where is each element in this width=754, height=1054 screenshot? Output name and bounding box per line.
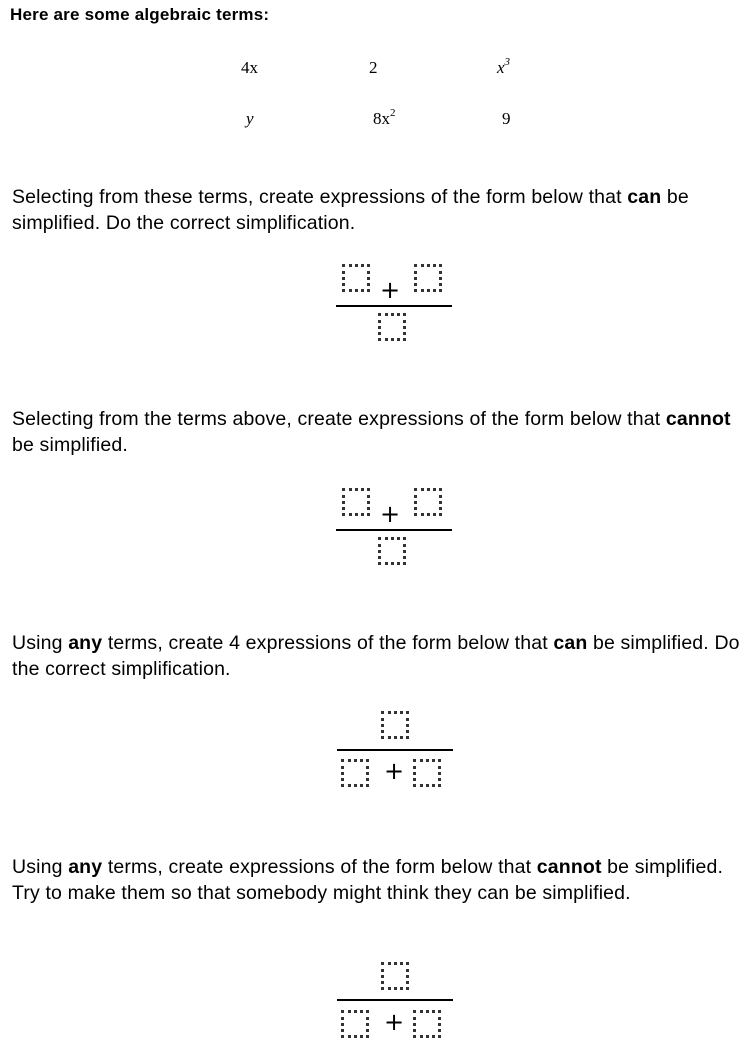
numerator-box-left <box>342 264 370 292</box>
term-x-cubed: $x^3$ <box>497 56 511 77</box>
plus-sign: + <box>380 276 401 304</box>
term-4x: 4x <box>241 58 258 77</box>
denominator-box <box>378 537 406 565</box>
numerator-box-right <box>414 488 442 516</box>
plus-sign: + <box>384 757 405 785</box>
numerator-box <box>381 711 409 739</box>
fraction-template-1 <box>336 262 452 346</box>
numerator-box-right <box>414 264 442 292</box>
fraction-bar <box>336 529 452 531</box>
instruction-3: Using any terms, create 4 expressions of the form below that can be simplified. Do the correct simplification. <box>12 632 740 680</box>
denominator-box <box>378 313 406 341</box>
denominator-box-left <box>341 1010 369 1038</box>
numerator-box-left <box>342 488 370 516</box>
denominator-box-left <box>341 759 369 787</box>
fraction-bar <box>336 305 452 307</box>
term-2: 2 <box>369 58 378 77</box>
denominator-box-right <box>413 759 441 787</box>
denominator-box-right <box>413 1010 441 1038</box>
fraction-template-3 <box>337 709 453 795</box>
fraction-template-2 <box>336 486 452 570</box>
term-8x-squared: $8x^2$ <box>373 107 396 128</box>
instruction-2: Selecting from the terms above, create expressions of the form below that cannot be simplified. <box>12 408 731 456</box>
instruction-1: Selecting from these terms, create expressions of the form below that can be simplified. Do the correct simplification. <box>12 186 689 234</box>
plus-sign: + <box>380 500 401 528</box>
page-heading: Here are some algebraic terms: <box>10 5 270 24</box>
numerator-box <box>381 962 409 990</box>
term-y: y <box>246 109 254 128</box>
fraction-template-4 <box>337 960 453 1046</box>
fraction-bar <box>337 999 453 1001</box>
plus-sign: + <box>384 1008 405 1036</box>
term-9: 9 <box>502 109 511 128</box>
fraction-bar <box>337 749 453 751</box>
instruction-4: Using any terms, create expressions of the form below that cannot be simplified. Try to make them so that somebody might think they can be simplified. <box>12 856 724 904</box>
